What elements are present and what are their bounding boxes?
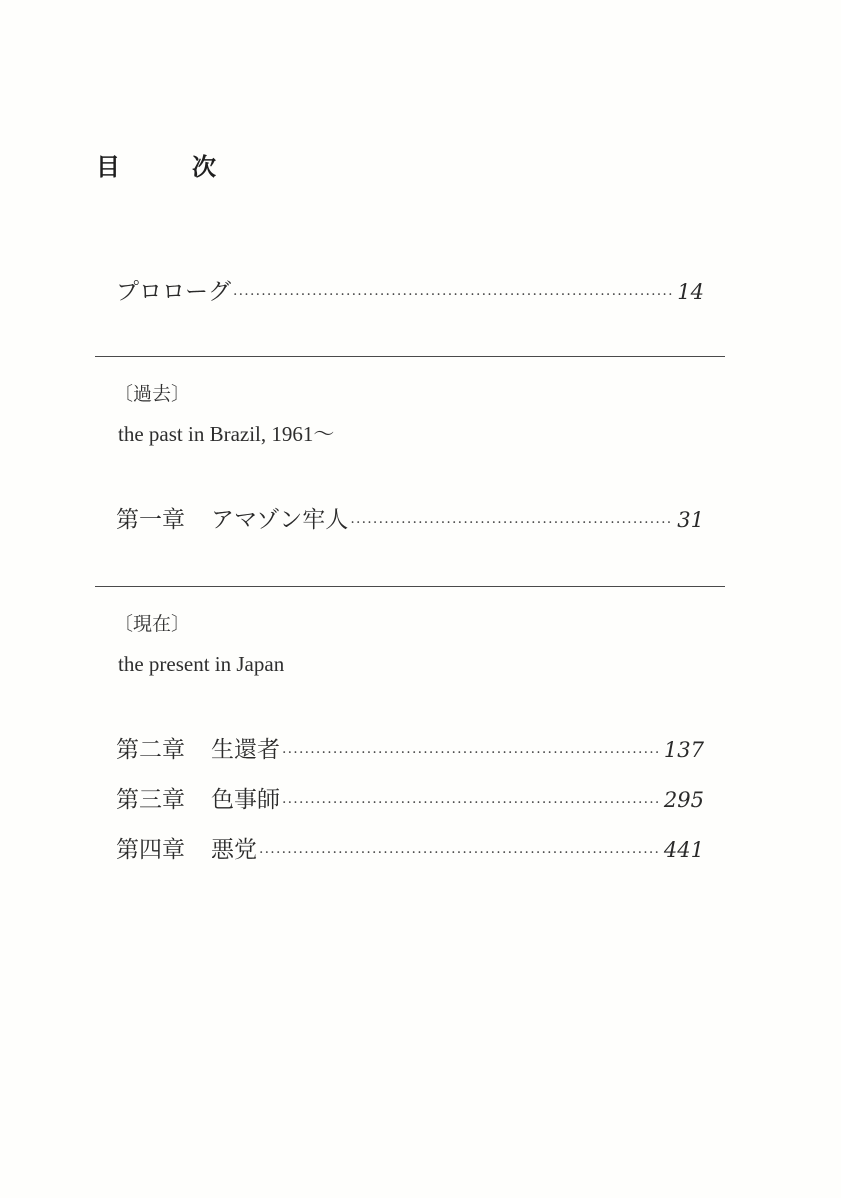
toc-page-number: 31 [677,508,704,532]
chapter-title: 色事師 [211,787,280,813]
page-title-char-1: 目 [96,153,120,181]
section-subtitle-past: the past in Brazil, 1961～ [118,422,335,446]
dot-leader [350,510,673,536]
page-title [96,150,216,184]
chapter-number: 第四章 [116,837,185,863]
dot-leader [282,790,660,816]
toc-entry-chapter-3[interactable] [116,784,704,816]
toc-entry-chapter-4[interactable] [116,834,704,866]
toc-entry-chapter-2[interactable] [116,734,704,766]
dot-leader [233,282,673,308]
chapter-title: 生還者 [211,737,280,763]
section-heading-past: 〔過去〕 [114,383,191,405]
chapter-number: 第一章 [116,507,185,533]
section-subtitle-present: the present in Japan [118,652,285,676]
dot-leader [259,840,660,866]
chapter-number: 第三章 [116,787,185,813]
page-title-char-2: 次 [192,153,216,181]
toc-page-number: 137 [663,738,704,762]
toc-entry-label: プロローグ [116,279,231,305]
chapter-number: 第二章 [116,737,185,763]
section-divider [95,356,725,357]
chapter-title: 悪党 [211,837,257,863]
chapter-title: アマゾン牢人 [211,507,349,533]
toc-page-number: 14 [677,280,704,304]
toc-entry-prologue[interactable] [116,276,704,308]
toc-entry-chapter-1[interactable] [116,504,704,536]
section-divider [95,586,725,587]
section-heading-present: 〔現在〕 [114,613,191,635]
toc-page-number: 295 [663,788,704,812]
toc-page-number: 441 [663,838,704,862]
dot-leader [282,740,660,766]
